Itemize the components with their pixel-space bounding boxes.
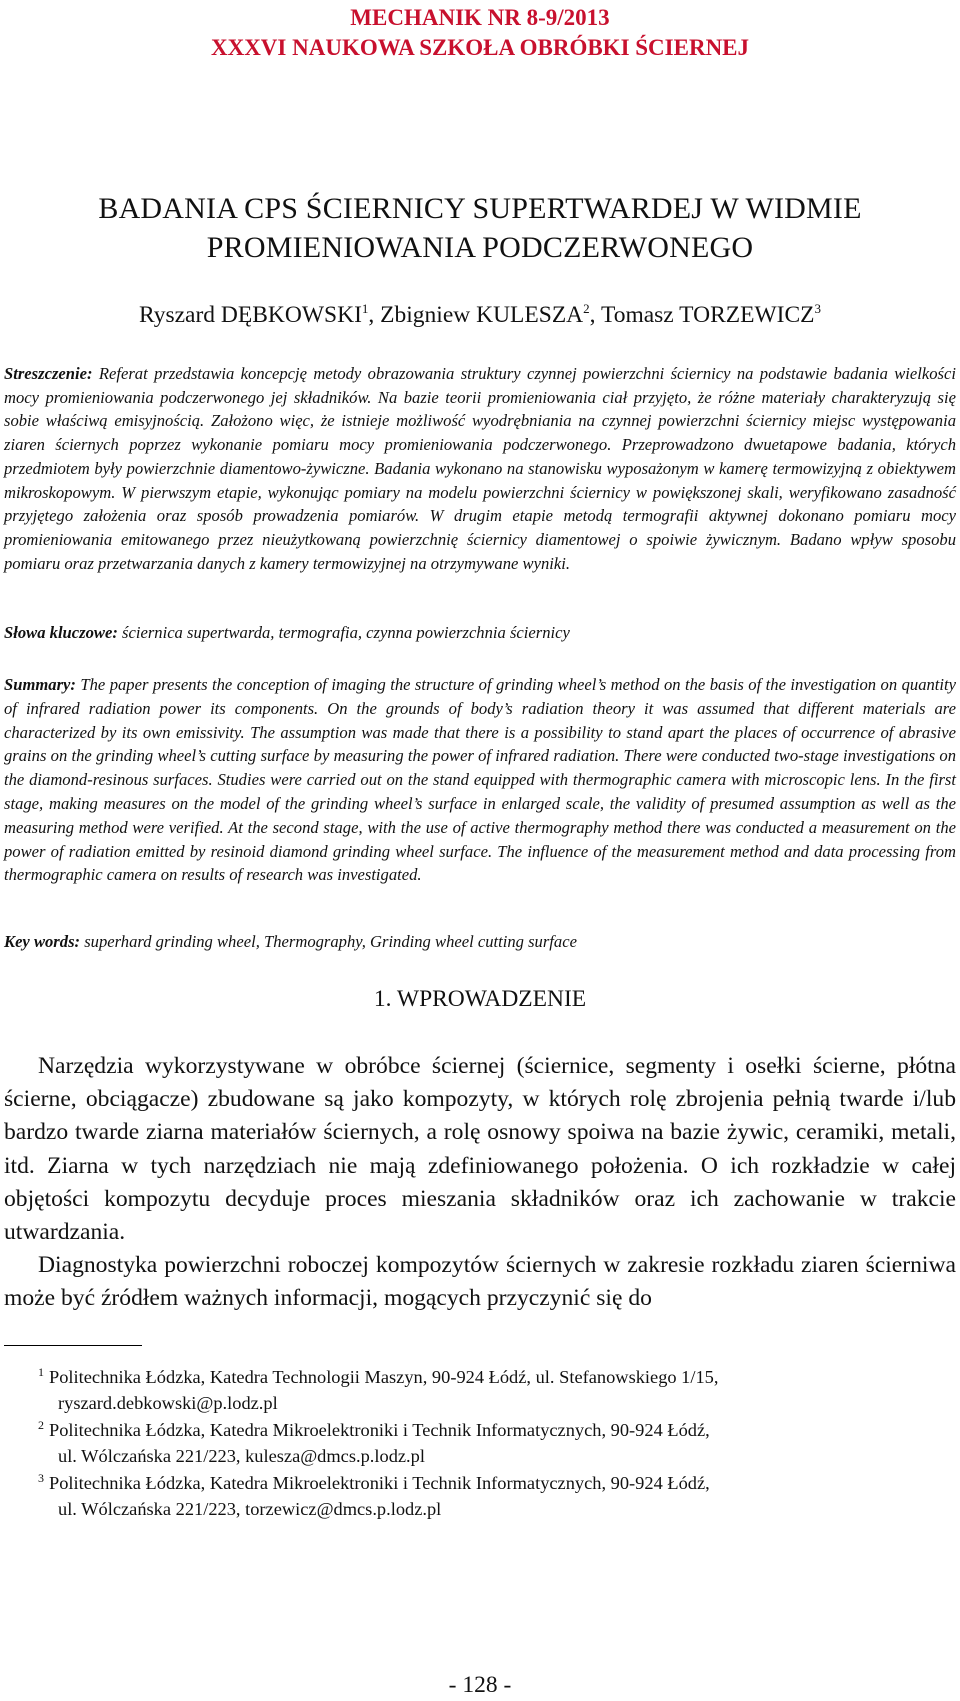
abstract-en-label: Summary:	[4, 675, 76, 694]
footnote-number: 2	[38, 1417, 44, 1432]
keywords-pl-label: Słowa kluczowe:	[4, 623, 118, 642]
body-paragraph: Diagnostyka powierzchni roboczej kompozytów ściernych w zakresie rozkładu ziaren ścierniwa może być źródłem ważnych informacji, mogących przyczynić się do	[4, 1252, 956, 1312]
footnote-text: Politechnika Łódzka, Katedra Technologii Maszyn, 90-924 Łódź, ul. Stefanowskiego 1/15,	[49, 1367, 719, 1387]
paper-title-line2: PROMIENIOWANIA PODCZERWONEGO	[206, 231, 754, 264]
author-ref: 2	[583, 301, 590, 317]
author-name: Tomasz TORZEWICZ	[600, 302, 815, 328]
abstract-en	[4, 673, 956, 887]
keywords-en	[4, 931, 956, 953]
author-name: Zbigniew KULESZA	[380, 302, 584, 328]
page-number: - 128 -	[448, 1672, 512, 1698]
footnote-text: Politechnika Łódzka, Katedra Mikroelektroniki i Technik Informatycznych, 90-924 Łódź,	[49, 1420, 710, 1440]
footnote-separator	[4, 1345, 142, 1346]
authors-line: Ryszard DĘBKOWSKI$^1$, Zbigniew KULESZA$^2$, Tomasz TORZEWICZ$^3$	[138, 301, 822, 328]
author-ref: 1	[361, 301, 369, 317]
abstract-pl	[4, 362, 956, 575]
abstract-pl-text: Referat przedstawia koncepcję metody obrazowania struktury czynnej powierzchni ściernicy na podstawie badania wielkości mocy promieniowania podczerwonego jej składników. Na bazie teorii promieniowania ciał przyjęto, że różne materiały charakteryzują się sobie właściwą emisyjnością. Założono więc, że istnieje możliwość wyodrębniania na czynnej powierzchni ściernicy miejsc występowania ziaren ściernych poprzez wykonanie pomiaru mocy promieniowania podczerwonego. Przeprowadzono dwuetapowe badania, których przedmiotem były powierzchnie diamentowo-żywiczne. Badania wykonano na stanowisku wyposażonym w kamerę termowizyjną z obiektywem mikroskopowym. W pierwszym etapie, wykonując pomiary na modelu powierzchni ściernicy w powiększonej skali, weryfikowano zasadność przyjętego założenia oraz sposób prowadzenia pomiarów. W drugim etapie metodą termografii aktywnej dokonano pomiaru mocy promieniowania emitowanego przez nieużytkowaną powierzchnię ściernicy diamentowej o spoiwie żywicznym. Badano wpływ sposobu pomiaru oraz przetwarzania danych z kamery termowizyjnej na otrzymywane wyniki.	[4, 364, 956, 573]
footnote-address: ul. Wólczańska 221/223, torzewicz@dmcs.p.lodz.pl	[58, 1499, 442, 1519]
keywords-pl-text: ściernica supertwarda, termografia, czynna powierzchnia ściernicy	[122, 623, 570, 642]
abstract-en-text: The paper presents the conception of imaging the structure of grinding wheel’s method on the basis of the investigation on quantity of infrared radiation power its components. On the grounds of body’s radiation theory it was assumed that different materials are characterized by its own emissivity. The assumption was made that there is a possibility to stand apart the places of occurrence of abrasive grains on the grinding wheel’s cutting surface by measuring the power of infrared radiation. There were conducted two-stage investigations on the diamond-resinous surfaces. Studies were carried out on the stand equipped with thermographic camera with microscopic lens. In the first stage, making measures on the model of the grinding wheel’s surface in enlarged scale, the validity of presumed assumption as well as the measuring method were verified. At the second stage, with the use of active thermography method there was conducted a measurement on the power of radiation emitted by resinoid diamond grinding wheel surface. The influence of the measurement method and data processing from thermographic camera on results of research was investigated.	[4, 675, 956, 885]
paper-title-line1: BADANIA CPS ŚCIERNICY SUPERTWARDEJ W WIDMIE	[98, 192, 862, 225]
section-heading: 1. WPROWADZENIE	[373, 986, 587, 1012]
footnote-text: Politechnika Łódzka, Katedra Mikroelektroniki i Technik Informatycznych, 90-924 Łódź,	[49, 1473, 710, 1493]
keywords-en-label: Key words:	[4, 932, 81, 951]
footnote	[38, 1364, 938, 1416]
footnote	[38, 1417, 938, 1469]
abstract-pl-label: Streszczenie:	[4, 364, 93, 383]
footnote-email: ryszard.debkowski@p.lodz.pl	[58, 1393, 278, 1413]
body-paragraph: Narzędzia wykorzystywane w obróbce ściernej (ściernice, segmenty i osełki ścierne, płótna ścierne, obciągacze) zbudowane są jako kompozyty, w których rolę zbrojenia pełnią twarde i/lub bardzo twarde ziarna materiałów ściernych, a rolę osnowy spoiwa na bazie żywic, ceramiki, metali, itd. Ziarna w tych narzędziach nie mają zdefiniowanego położenia. O ich rozkładzie w całej objętości kompozytu decyduje proces mieszania składników oraz ich zachowanie w trakcie utwardzania.	[4, 1053, 956, 1246]
keywords-en-text: superhard grinding wheel, Thermography, Grinding wheel cutting surface	[84, 932, 577, 951]
section-body	[4, 1050, 956, 1316]
keywords-pl	[4, 622, 956, 644]
footnote-address: ul. Wólczańska 221/223, kulesza@dmcs.p.lodz.pl	[58, 1446, 425, 1466]
footnote-number: 3	[38, 1470, 44, 1485]
footnote	[38, 1470, 938, 1522]
footnote-number: 1	[38, 1364, 44, 1379]
event-header: XXXVI NAUKOWA SZKOŁA OBRÓBKI ŚCIERNEJ	[210, 35, 750, 60]
author-name: Ryszard DĘBKOWSKI	[138, 302, 362, 328]
journal-header: MECHANIK NR 8-9/2013	[350, 5, 610, 30]
author-ref: 3	[814, 301, 822, 317]
